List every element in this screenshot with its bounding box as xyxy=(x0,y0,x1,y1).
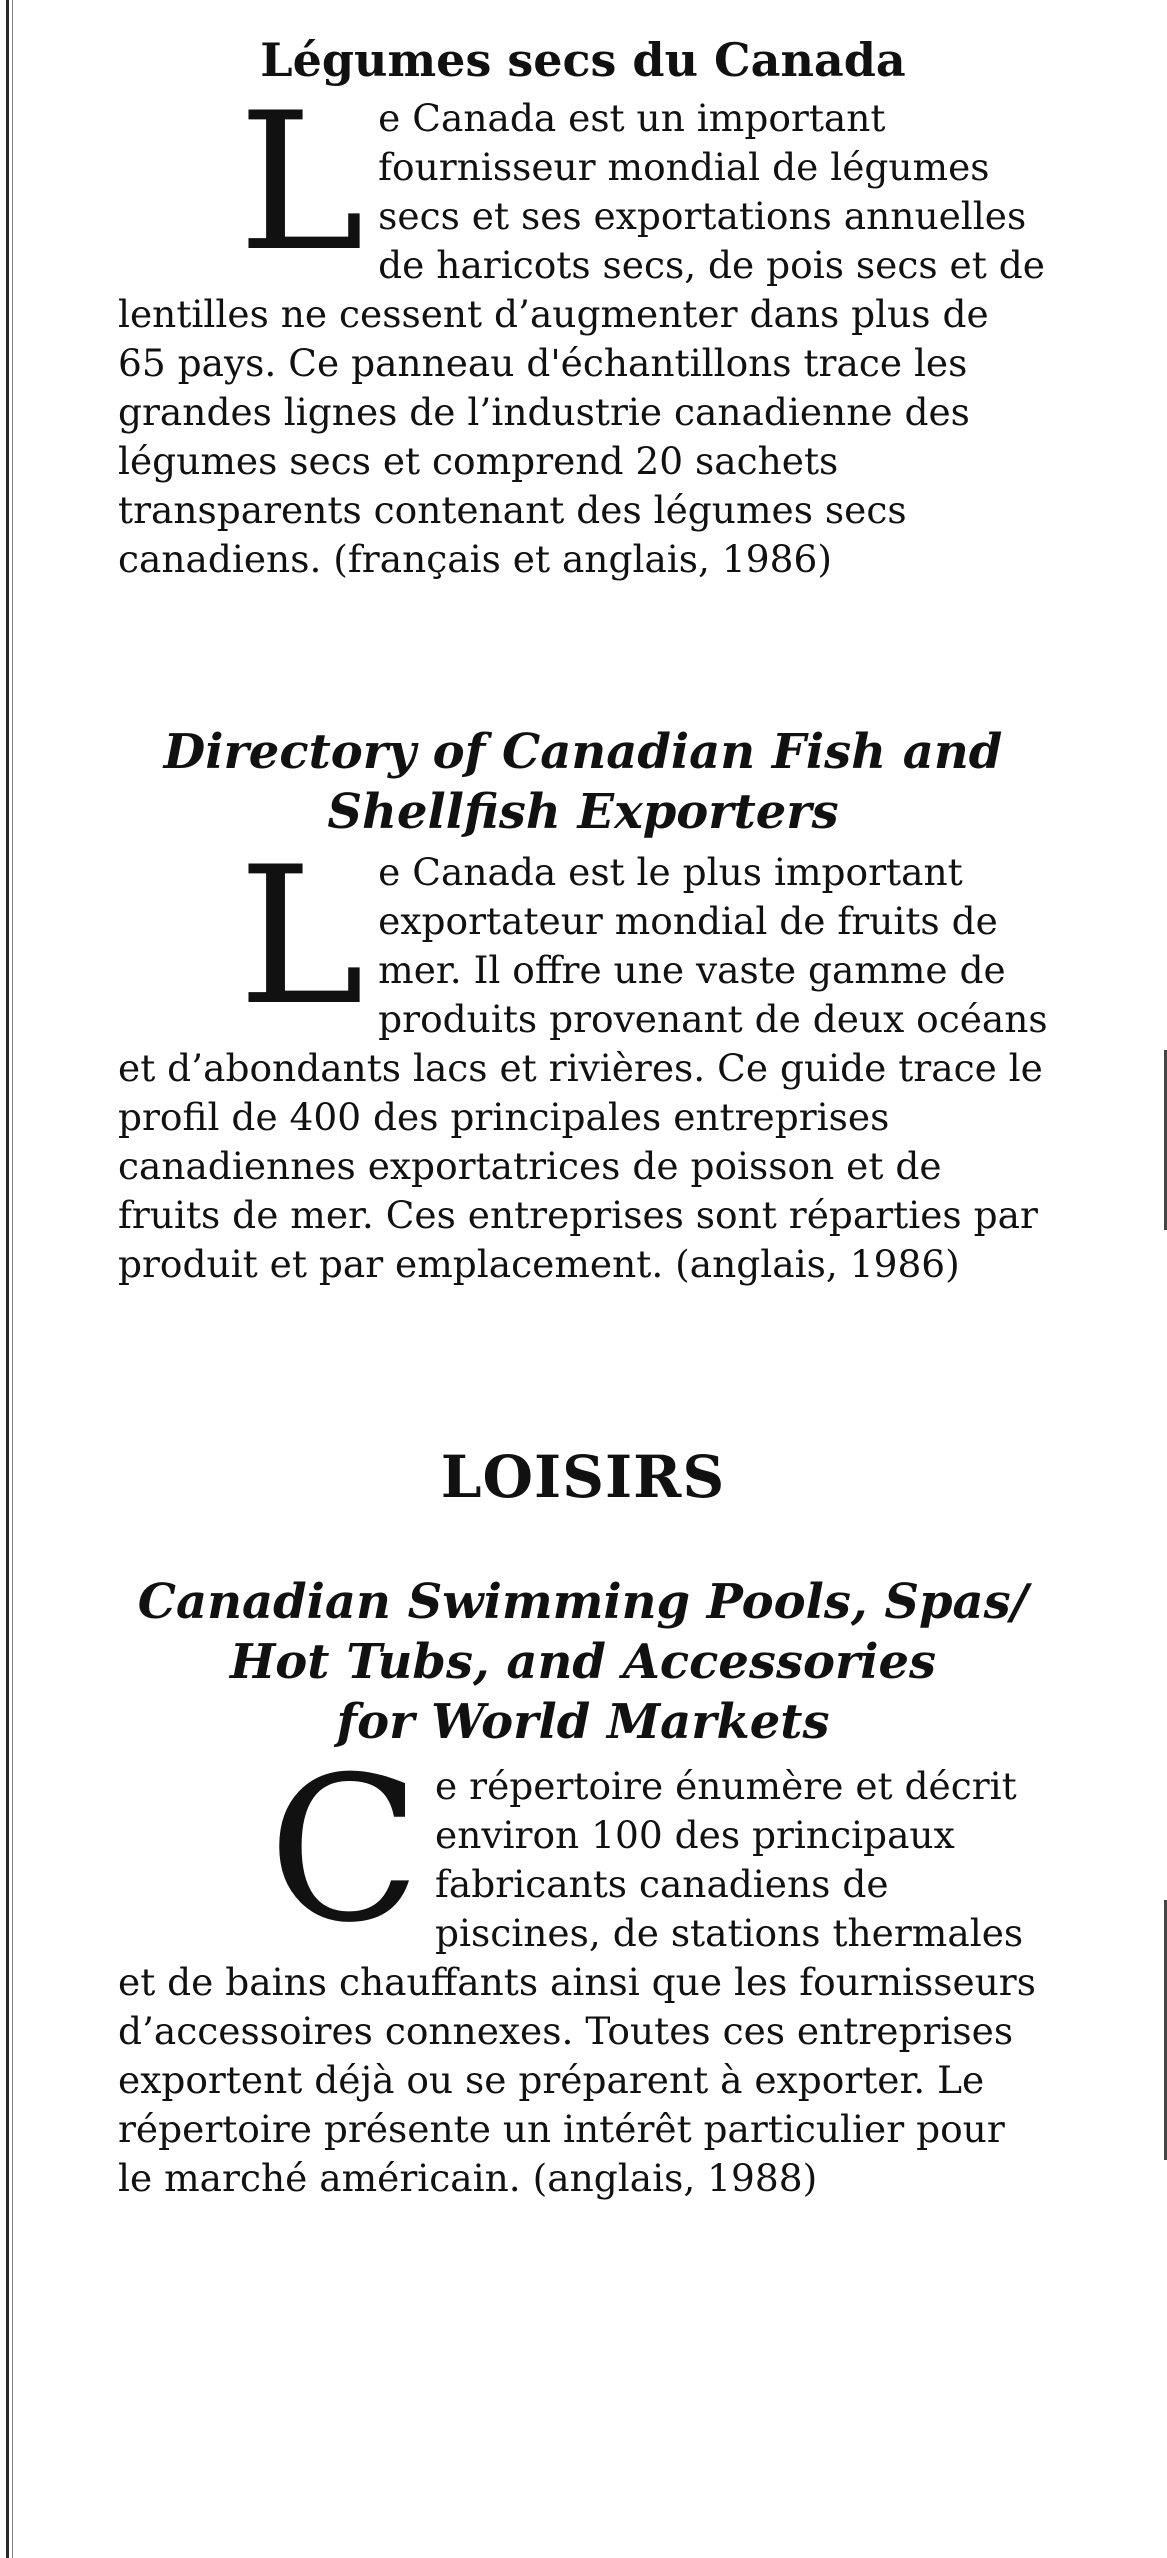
entry-title-line: Directory of Canadian Fish and xyxy=(163,724,1003,780)
entry-title-line: for World Markets xyxy=(336,1694,830,1750)
entry-legumes-secs xyxy=(118,32,1048,722)
entry-title-line: Hot Tubs, and Accessories xyxy=(229,1634,937,1690)
dropcap-letter: C xyxy=(268,1734,422,1967)
entry-fish-exporters xyxy=(118,722,1048,1442)
entry-title: Légumes secs du Canada xyxy=(260,33,906,87)
entry-title-line: Shellfish Exporters xyxy=(327,784,839,840)
entry-title-line: Canadian Swimming Pools, Spas/ xyxy=(137,1574,1029,1630)
page-border-line xyxy=(6,0,9,2558)
dropcap-letter: L xyxy=(238,72,365,293)
entry-text: e Canada est le plus important exportateur mondial de fruits de mer. Il offre une vaste gamme de produits provenant de deux océans et d’abondants lacs et rivières. Ce guide trace le profil de 400 des principales entreprises canadiennes exportatrices de poisson et de fruits de mer. Ces entreprises sont réparties par produit et par emplacement. (anglais, 1986) xyxy=(118,850,1048,1286)
entry-text: e Canada est un important fournisseur mondial de légumes secs et ses exportations annuelles de haricots secs, de pois secs et de lentilles ne cessent d’augmenter dans plus de 65 pays. Ce panneau d'échantillons trace les grandes lignes de l’industrie canadienne des légumes secs et comprend 20 sachets transparents contenant des légumes secs canadiens. (français et anglais, 1986) xyxy=(118,96,1045,581)
section-title: LOISIRS xyxy=(440,1443,726,1511)
entry-description xyxy=(118,826,1048,1289)
dropcap-letter: L xyxy=(238,826,365,1047)
page-border-line-thin xyxy=(12,0,13,2558)
section-loisirs xyxy=(118,1442,1048,2203)
document-body xyxy=(118,32,1048,2203)
entry-description xyxy=(118,1734,1048,2203)
entry-description xyxy=(118,72,1048,584)
entry-text: e répertoire énumère et décrit environ 100 des principaux fabricants canadiens de piscines, de stations thermales et de bains chauffants ainsi que les fournisseurs d’accessoires connexes. Toutes ces entreprises exportent déjà ou se préparent à exporter. Le répertoire présente un intérêt particulier pour le marché américain. (anglais, 1988) xyxy=(118,1764,1036,2200)
